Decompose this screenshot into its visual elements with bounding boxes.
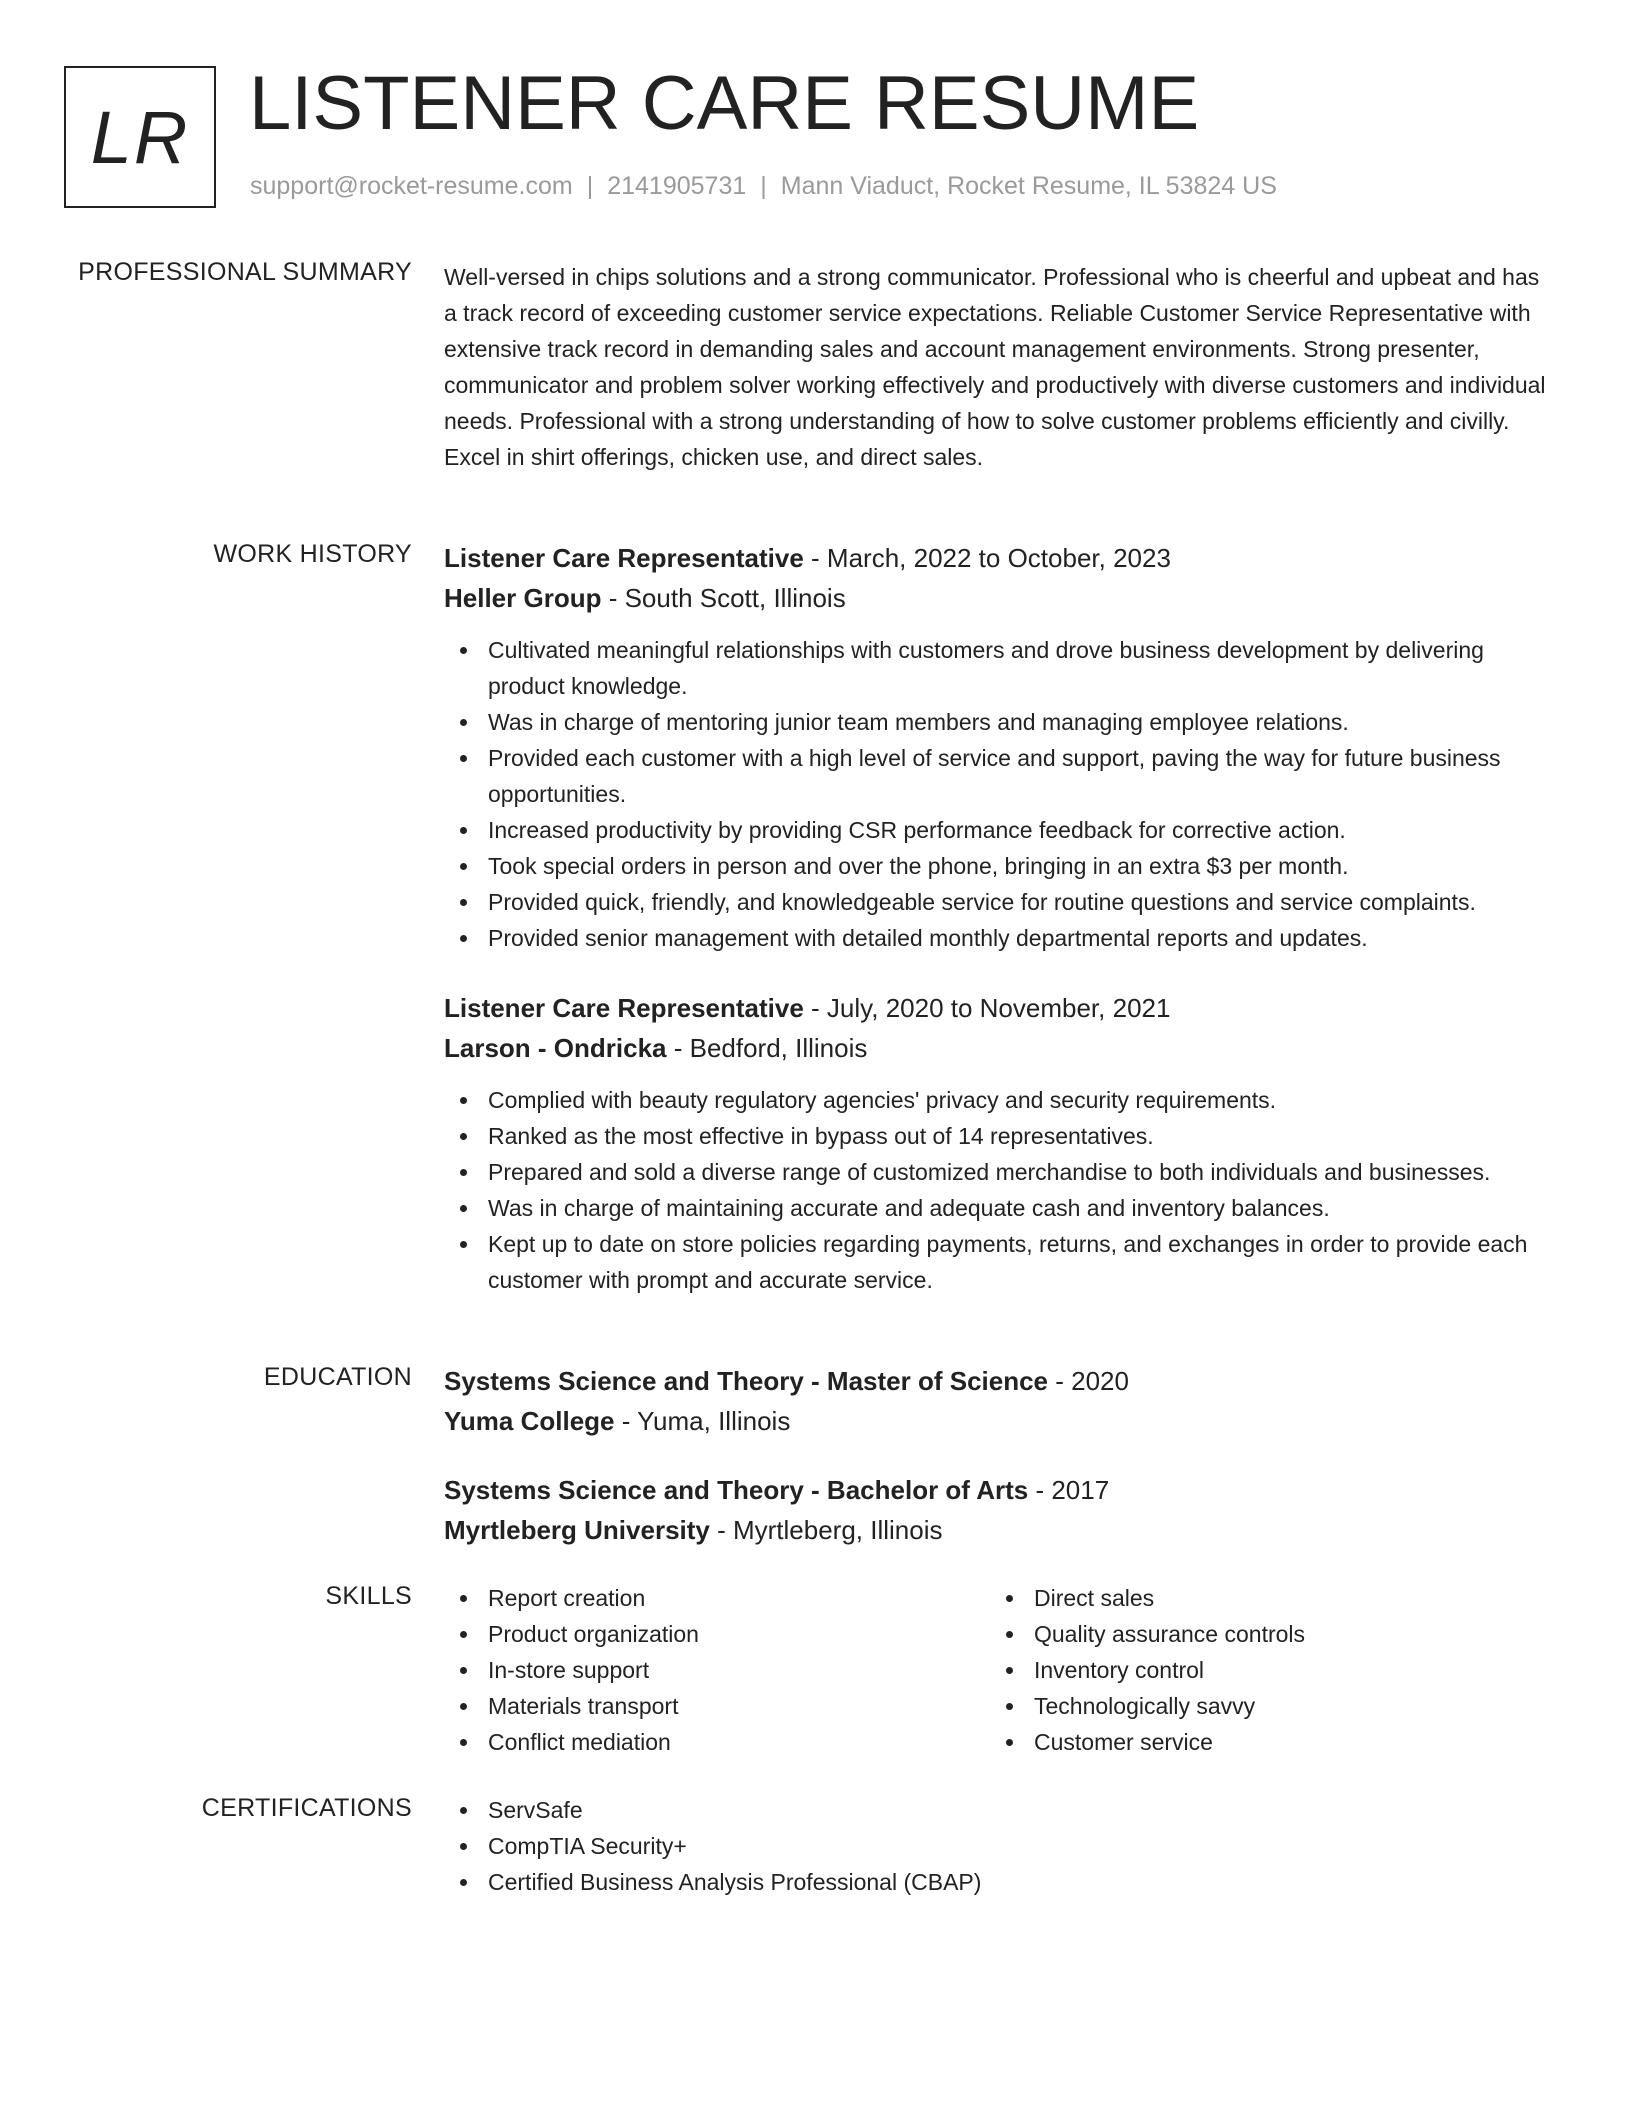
certifications-body — [444, 1792, 1556, 1900]
list-item: Provided senior management with detailed monthly departmental reports and updates. — [444, 920, 1556, 956]
monogram-logo — [64, 66, 216, 208]
list-item: Provided quick, friendly, and knowledgeable service for routine questions and service complaints. — [444, 884, 1556, 920]
contact-email[interactable]: support@rocket-resume.com — [250, 172, 573, 200]
list-item: Report creation — [444, 1580, 990, 1616]
list-item: Increased productivity by providing CSR performance feedback for corrective action. — [444, 812, 1556, 848]
list-item: Provided each customer with a high level of service and support, paving the way for future business opportunities. — [444, 740, 1556, 812]
monogram-initials: LR — [90, 95, 190, 179]
list-item: Prepared and sold a diverse range of customized merchandise to both individuals and businesses. — [444, 1154, 1556, 1190]
education-entry — [444, 1470, 1556, 1550]
job-bullets — [444, 1082, 1556, 1298]
skills-column-left — [444, 1580, 990, 1760]
list-item: Conflict mediation — [444, 1724, 990, 1760]
education-entry — [444, 1361, 1556, 1441]
list-item: Quality assurance controls — [990, 1616, 1536, 1652]
resume-header — [64, 61, 1584, 210]
school-location: - Myrtleberg, Illinois — [709, 1515, 943, 1545]
skills-body — [444, 1580, 1556, 1760]
school-line — [444, 1401, 1556, 1441]
list-item: Materials transport — [444, 1688, 990, 1724]
list-item: Took special orders in person and over the phone, bringing in an extra $3 per month. — [444, 848, 1556, 884]
job-bullets — [444, 632, 1556, 956]
section-label-certifications: CERTIFICATIONS — [201, 1794, 412, 1822]
job-dates: - July, 2020 to November, 2021 — [803, 993, 1171, 1023]
list-item: ServSafe — [444, 1792, 1556, 1828]
job-location: - Bedford, Illinois — [666, 1033, 868, 1063]
degree-year: - 2020 — [1048, 1366, 1129, 1396]
work-history-body — [444, 538, 1556, 1298]
skills-grid — [444, 1580, 1556, 1760]
education-body — [444, 1361, 1556, 1550]
degree-title: Systems Science and Theory - Bachelor of Arts — [444, 1475, 1029, 1505]
certifications-list — [444, 1792, 1556, 1900]
job-title-line — [444, 988, 1556, 1028]
job-location: - South Scott, Illinois — [601, 583, 846, 613]
list-item: Was in charge of maintaining accurate and adequate cash and inventory balances. — [444, 1190, 1556, 1226]
school-line — [444, 1510, 1556, 1550]
job-org-line — [444, 578, 1556, 618]
school-location: - Yuma, Illinois — [614, 1406, 791, 1436]
list-item: Direct sales — [990, 1580, 1536, 1616]
summary-text: Well-versed in chips solutions and a strong communicator. Professional who is cheerful and upbeat and has a track record of exceeding customer service expectations. Reliable Customer Service Representative with extensive track record in demanding sales and account management environments. Strong presenter, communicator and problem solver working effectively and productively with diverse customers and individual needs. Professional with a strong understanding of how to solve customer problems efficiently and civilly. Excel in shirt offerings, chicken use, and direct sales. — [444, 264, 1546, 470]
skills-list-left — [444, 1580, 990, 1760]
degree-line — [444, 1470, 1556, 1510]
section-label-work-history: WORK HISTORY — [213, 540, 412, 568]
job-org-line — [444, 1028, 1556, 1068]
job-title: Listener Care Representative — [444, 993, 804, 1023]
list-item: Inventory control — [990, 1652, 1536, 1688]
job-company: Larson - Ondricka — [444, 1033, 667, 1063]
resume-title: LISTENER CARE RESUME — [249, 61, 1200, 146]
job-title-line — [444, 538, 1556, 578]
contact-separator: | — [760, 172, 767, 200]
contact-line — [250, 172, 1277, 201]
contact-address: Mann Viaduct, Rocket Resume, IL 53824 US — [780, 172, 1277, 200]
list-item: Complied with beauty regulatory agencies' privacy and security requirements. — [444, 1082, 1556, 1118]
degree-year: - 2017 — [1028, 1475, 1110, 1505]
contact-phone[interactable]: 2141905731 — [607, 172, 747, 200]
list-item: Kept up to date on store policies regarding payments, returns, and exchanges in order to provide each customer with prompt and accurate service. — [444, 1226, 1556, 1298]
school-name: Yuma College — [444, 1406, 615, 1436]
list-item: Customer service — [990, 1724, 1536, 1760]
job-dates: - March, 2022 to October, 2023 — [803, 543, 1171, 573]
degree-line — [444, 1361, 1556, 1401]
section-label-education: EDUCATION — [263, 1363, 412, 1391]
section-label-skills: SKILLS — [325, 1582, 412, 1610]
job-title: Listener Care Representative — [444, 543, 804, 573]
list-item: Product organization — [444, 1616, 990, 1652]
job-entry — [444, 988, 1556, 1298]
school-name: Myrtleberg University — [444, 1515, 710, 1545]
list-item: Certified Business Analysis Professional (CBAP) — [444, 1864, 1556, 1900]
list-item: Technologically savvy — [990, 1688, 1536, 1724]
summary-body — [444, 259, 1556, 475]
list-item: Cultivated meaningful relationships with customers and drove business development by delivering product knowledge. — [444, 632, 1556, 704]
contact-separator: | — [586, 172, 594, 200]
list-item: CompTIA Security+ — [444, 1828, 1556, 1864]
list-item: In-store support — [444, 1652, 990, 1688]
skills-column-right — [990, 1580, 1536, 1760]
job-company: Heller Group — [444, 583, 602, 613]
degree-title: Systems Science and Theory - Master of Science — [444, 1366, 1049, 1396]
section-label-summary: PROFESSIONAL SUMMARY — [78, 258, 412, 286]
list-item: Was in charge of mentoring junior team members and managing employee relations. — [444, 704, 1556, 740]
skills-list-right — [990, 1580, 1536, 1760]
job-entry — [444, 538, 1556, 956]
list-item: Ranked as the most effective in bypass out of 14 representatives. — [444, 1118, 1556, 1154]
